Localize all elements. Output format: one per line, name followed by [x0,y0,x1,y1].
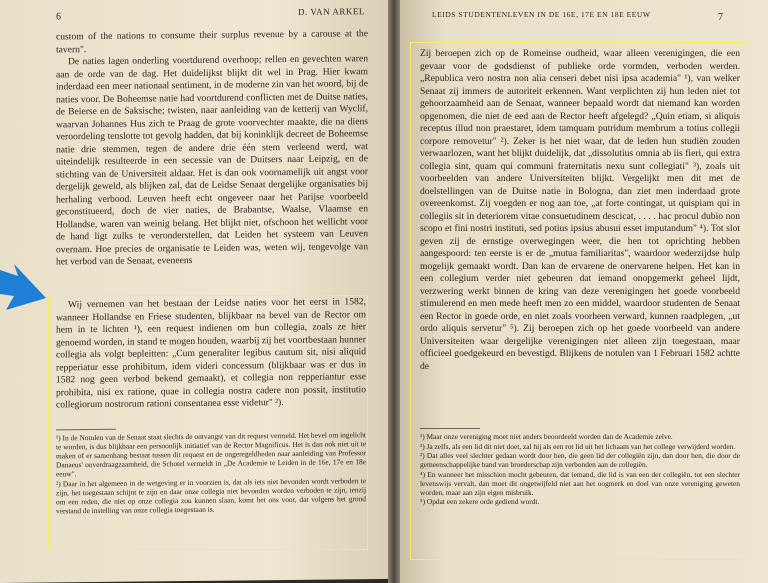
footnote: ⁴) En wanneer het misschien mocht gebeuren, dat iemand, die lid is van een der collegiën, tot een slechter levenswijs vervalt, dan moet dit ongetwijfeld niet aan het oogmerk en doel van onze vereniging geweten worden, maar aan zijn eigen misbruik. [420,469,740,497]
footnote-rule [56,429,116,431]
right-page [400,0,768,583]
footnote-rule [420,428,480,429]
footnote: ²) Ja zelfs, als een lid dit niet doet, zal hij als een rot lid uit het lichaam van het college verwijderd worden. [420,441,736,451]
footnotes [420,432,740,556]
footnote: ⁵) Opdat een zekere orde gediend wordt. [420,497,540,506]
book-gutter [388,0,400,583]
page-number: 7 [718,12,723,23]
paragraph: De naties lagen onderling voortdurend overhoop; rellen en gevechten waren aan de orde van de dag. Het duidelijkst blijkt dit wel in Prag. Hier kwam inderdaad een meer nationaal sentiment, in de moderne zin van het woord, bij de naties voor. De Boheemse natie had voortdurend conflicten met de Duitse naties, de Beierse en de Saksische; twisten, naar aanleiding van de ketterij van Wyclif, waarvan Johannes Hus zich te Praag de grote voorvechter maakte, die na diens veroordeling tenslotte tot gevolg hadden, dat bij koninklijk decreet de Boheemse natie drie stemmen, tegen de andere drie één stem verleend werd, wat uiteindelijk resulteerde in een secessie van de Duitsers naar Leipzig, en de stichting van de Universiteit aldaar. Het is dan ook voornamelijk uit angst voor dergelijk geweld, als blijken zal, dat de Leidse Senaat dergelijke organisaties bij herhaling verbood. Leuven heeft echt ongeveer naar het Parijse voorbeeld geconstitueerd, doch de vier naties, de Brabantse, Waalse, Vlaamse en Hollandse, waren van weinig belang. Het blijkt niet, ofschoon het wellicht voor de hand ligt zulks te veronderstellen, dat Leiden het systeem van Leuven overnam. Hoe precies de organisatie te Leiden was, weten wij, tengevolge van het verbod van de Senaat, eveneens [56,53,368,268]
footnote: ³) Dat alles veel slechter gedaan wordt door hen, die geen lid der collegiën zijn, dan door hen, die door de gemeenschappelijke band van broederschap zijn verbonden aan de collegiën. [420,451,740,469]
footnote: ²) Daar in het algemeen in de wetgeving er in voorzien is, dat als iets niet bevonden wordt verboden te zijn, het toegestaan schijnt te zijn en daar onze collegia niet bevonden worden verboden te zijn, tenzij om een reden, die niet op onze collegia zou kunnen slaan, komt het ons voor, dat volgens het grond verstand de instelling van onze collegia toegestaan is. [56,475,366,515]
body-text [56,28,368,293]
highlighted-paragraph [56,296,366,425]
body-text [420,48,740,412]
running-head: D. VAN ARKEL [298,6,365,17]
page-number: 6 [56,11,61,23]
footnote: ¹) In de Notulen van de Senaat staat slechts de ontvangst van dit request vermeld. Het bevel om ingelicht te worden, is dus blijkbaar een persoonlijk initiatief van de Rector Magnificus. Het is dan ook niet uit te maken of er samenhang bestaat tussen dit request en de ongeregeldheden naar aanleiding van Professor Danaeus' onverdraagzaamheid, die Schotel vermeldt in „De Academie te Leiden in de 16e, 17e en 18e eeuw". [56,430,366,479]
arrow-icon [0,262,46,320]
footnotes [56,430,366,545]
paragraph: Zij beroepen zich op de Romeinse oudheid, waar alleen verenigingen, die een gevaar voor de godsdienst of publieke orde vormden, verboden werden. „Republica vero nostra non alia censeri debet nisi ipsa academia" ¹), van welker Senaat zij immers de autoriteit erkennen. Want verplichten zij hun leden niet tot gehoorzaamheid aan de Senaat, wanneer bepaald wordt dat niemand kan worden opgenomen, die niet de eed aan de Rector heeft afgelegd? „Quin etiam, si aliquis receptus illud non praestaret, idem tamquam putridum membrum a totius collegii corpore removetur" ²). Zeker is het niet waar, dat de leden hun studiën zouden verwaarlozen, want het blijkt duidelijk, dat „dissolutius omnia ab iis fieri, qui extra collegia sint, quam qui communi fraternitatis nexu sunt collegiati" ³), zoals uit voorbeelden van andere Universiteiten blijkt. Vergelijkt men dit met de doelstellingen van de Duitse natie in Bologna, dan ziet men inderdaad grote overeenkomst. Zij voegden er nog aan toe, „at forte contingat, ut quispiam qui in collegiis sit in deteriorem vitae consuetudinem descicat, . . . . hac procul dubio non scopo et fini nostri instituti, sed potius ipsius abusui esset imputandum" ⁴). Tot slot geven zij de ernstige overwegingen weer, die hen tot oprichting hebben aangespoord: ten eerste is er de „mutua familiaritas", waardoor wederzijdse hulp mogelijk gemaakt wordt. Dan kan de ervarene de onervarene helpen. Het kan in een collegium verder niet gebeuren dat iemand onopgemerkt geheel lijdt, verzwering werkt binnen de kring van deze verenigingen het goede voorbeeld stimulerend en men mede heeft men zo een middel, waardoor studenten de Senaat een Rector in goede orde, en niet zoals voorheen verward, kunnen raadplegen, „ut ordo aliquis servetur" ⁵). Zij beroepen zich op het goede voorbeeld van andere Universiteiten waar dergelijke verenigingen niet alleen zijn toegestaan, maar officieel goedgekeurd en bevestigd. Blijkens de notulen van 1 Februari 1582 achtte de [420,48,740,372]
paragraph: custom of the nations to consume their surplus revenue by a carouse at the tavern". [56,28,368,55]
paragraph: Wij vernemen van het bestaan der Leidse naties voor het eerst in 1582, wanneer Hollandse en Friese studenten, blijkbaar na bevel van de Rector om hem in te lichten ¹), een request indienen om hun collegia, zoals ze hier genoemd worden, in stand te mogen houden, waarbij zij het voortbestaan hunner collegia als volgt bepleitten: „Cum generaliter legibus cautum sit, nisi aliquid repperiatur esse prohibitum, idem videri concessum (blijkbaar was er dus in 1582 nog geen verbod bekend gemaakt), et collegia non repperiantur esse prohibita, nisi ex ratione, quae in collegia nostra cadere non possit, institutio collegiorum nostrorum rationi consentanea esse videtur" ²). [56,296,366,411]
running-head: LEIDS STUDENTENLEVEN IN DE 16E, 17E EN 18E EEUW [432,10,651,19]
footnote: ¹) Maar onze vereniging moet niet anders beoordeeld worden dan de Academie zelve. [420,432,673,441]
